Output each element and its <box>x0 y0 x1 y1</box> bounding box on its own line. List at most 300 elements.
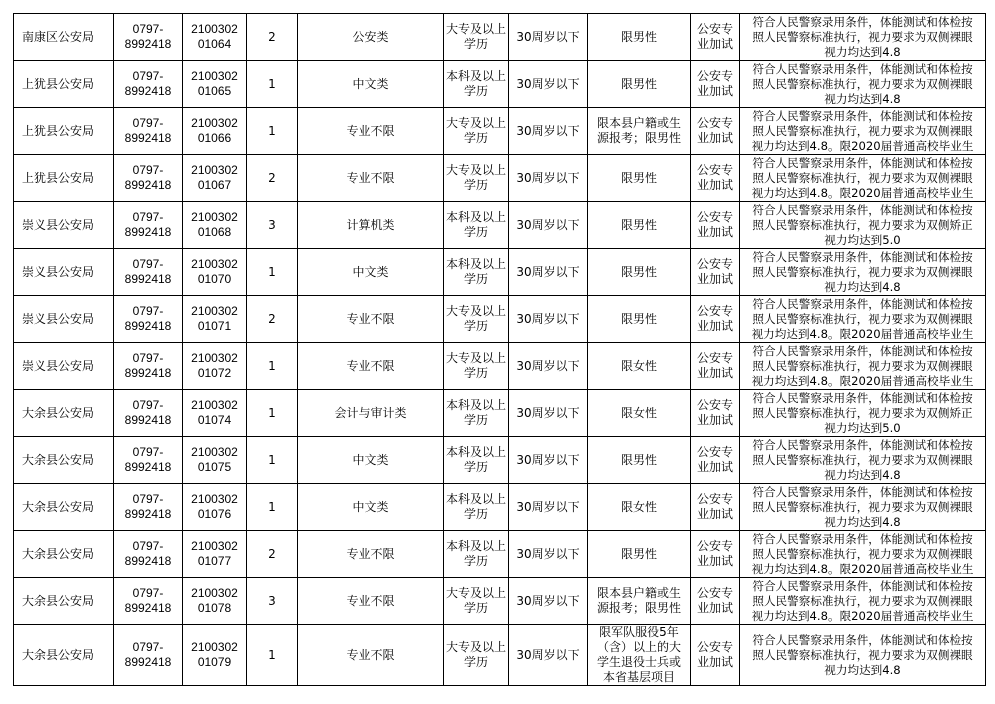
table-body <box>14 14 986 686</box>
extra-exam-cell <box>691 390 740 437</box>
position-code-cell <box>183 202 247 249</box>
phone-cell-text: 0797- <box>132 640 164 654</box>
notes-cell <box>740 296 986 343</box>
position-code-cell <box>183 625 247 686</box>
hire-count-cell <box>247 390 298 437</box>
other-conditions-cell-text: 学生退役士兵或 <box>596 655 681 669</box>
unit-cell-text: 崇义县公安局 <box>22 217 95 232</box>
notes-cell-text: 照人民警察标准执行，视力要求为双侧裸眼 <box>752 264 973 279</box>
extra-exam-cell-text: 业加试 <box>696 225 733 239</box>
education-cell-text: 本科及以上 <box>446 398 507 412</box>
notes-cell-text: 视力均达到4.8 <box>824 514 901 529</box>
extra-exam-cell-text: 业加试 <box>696 655 733 669</box>
unit-cell-text: 上犹县公安局 <box>22 76 95 91</box>
major-cell <box>298 108 444 155</box>
hire-count-cell-text: 1 <box>268 123 276 138</box>
major-cell-text: 专业不限 <box>346 123 395 138</box>
hire-count-cell <box>247 343 298 390</box>
position-code-cell-text: 2100302 <box>191 304 238 318</box>
hire-count-cell-text: 1 <box>268 358 276 373</box>
other-conditions-cell-text: 源报考；限男性 <box>596 131 681 145</box>
hire-count-cell <box>247 108 298 155</box>
other-conditions-cell-text: 限本县户籍或生 <box>596 116 681 130</box>
extra-exam-cell <box>691 108 740 155</box>
unit-cell <box>14 249 114 296</box>
position-code-cell-text: 2100302 <box>191 257 238 271</box>
notes-cell-text: 符合人民警察录用条件，体能测试和体检按 <box>752 390 973 405</box>
phone-cell-text: 0797- <box>132 351 164 365</box>
notes-cell-text: 照人民警察标准执行，视力要求为双侧裸眼 <box>752 170 973 185</box>
extra-exam-cell-text: 业加试 <box>696 554 733 568</box>
extra-exam-cell-text: 业加试 <box>696 319 733 333</box>
position-code-cell-text: 2100302 <box>191 116 238 130</box>
notes-cell <box>740 108 986 155</box>
phone-cell-text: 8992418 <box>124 225 172 239</box>
notes-cell-text: 照人民警察标准执行，视力要求为双侧矫正 <box>752 405 973 420</box>
other-conditions-cell-text: 限男性 <box>620 76 657 91</box>
age-cell <box>509 484 588 531</box>
major-cell-text: 中文类 <box>352 499 389 514</box>
hire-count-cell <box>247 296 298 343</box>
phone-cell-text: 0797- <box>132 304 164 318</box>
education-cell-text: 学历 <box>463 460 488 474</box>
unit-cell <box>14 61 114 108</box>
age-cell <box>509 437 588 484</box>
other-conditions-cell <box>588 531 691 578</box>
other-conditions-cell <box>588 390 691 437</box>
phone-cell-text: 8992418 <box>124 413 172 427</box>
extra-exam-cell <box>691 61 740 108</box>
education-cell-text: 大专及以上 <box>446 640 507 654</box>
unit-cell-text: 大余县公安局 <box>22 593 95 608</box>
table-row <box>14 343 986 390</box>
age-cell <box>509 61 588 108</box>
extra-exam-cell-text: 业加试 <box>696 272 733 286</box>
notes-cell-text: 符合人民警察录用条件，体能测试和体检按 <box>752 437 973 452</box>
education-cell-text: 大专及以上 <box>446 22 507 36</box>
phone-cell-text: 8992418 <box>124 366 172 380</box>
notes-cell-text: 照人民警察标准执行，视力要求为双侧裸眼 <box>752 546 973 561</box>
notes-cell-text: 视力均达到4.8。限2020届普通高校毕业生 <box>751 561 974 576</box>
unit-cell <box>14 625 114 686</box>
phone-cell <box>114 14 183 61</box>
notes-cell <box>740 343 986 390</box>
notes-cell-text: 照人民警察标准执行，视力要求为双侧裸眼 <box>752 593 973 608</box>
phone-cell <box>114 296 183 343</box>
phone-cell <box>114 249 183 296</box>
education-cell <box>444 249 509 296</box>
other-conditions-cell <box>588 202 691 249</box>
table-row <box>14 578 986 625</box>
notes-cell-text: 照人民警察标准执行，视力要求为双侧裸眼 <box>752 358 973 373</box>
position-code-cell-text: 2100302 <box>191 69 238 83</box>
phone-cell <box>114 155 183 202</box>
phone-cell-text: 8992418 <box>124 37 172 51</box>
notes-cell-text: 符合人民警察录用条件，体能测试和体检按 <box>752 249 973 264</box>
other-conditions-cell-text: 限男性 <box>620 311 657 326</box>
unit-cell-text: 大余县公安局 <box>22 499 95 514</box>
age-cell <box>509 249 588 296</box>
age-cell-text: 30周岁以下 <box>516 217 580 232</box>
phone-cell-text: 8992418 <box>124 554 172 568</box>
extra-exam-cell <box>691 296 740 343</box>
extra-exam-cell-text: 公安专 <box>696 22 733 36</box>
education-cell-text: 本科及以上 <box>446 539 507 553</box>
notes-cell-text: 照人民警察标准执行，视力要求为双侧裸眼 <box>752 499 973 514</box>
hire-count-cell-text: 2 <box>268 29 276 44</box>
major-cell <box>298 578 444 625</box>
position-code-cell <box>183 296 247 343</box>
other-conditions-cell <box>588 578 691 625</box>
unit-cell <box>14 531 114 578</box>
extra-exam-cell <box>691 155 740 202</box>
notes-cell-text: 视力均达到4.8。限2020届普通高校毕业生 <box>751 608 974 623</box>
extra-exam-cell-text: 公安专 <box>696 351 733 365</box>
major-cell-text: 专业不限 <box>346 593 395 608</box>
major-cell <box>298 437 444 484</box>
age-cell-text: 30周岁以下 <box>516 546 580 561</box>
hire-count-cell <box>247 202 298 249</box>
notes-cell-text: 符合人民警察录用条件，体能测试和体检按 <box>752 61 973 76</box>
major-cell-text: 中文类 <box>352 76 389 91</box>
education-cell <box>444 484 509 531</box>
age-cell <box>509 578 588 625</box>
position-code-cell-text: 01072 <box>197 366 232 380</box>
education-cell-text: 本科及以上 <box>446 257 507 271</box>
extra-exam-cell-text: 业加试 <box>696 601 733 615</box>
age-cell-text: 30周岁以下 <box>516 311 580 326</box>
extra-exam-cell-text: 业加试 <box>696 366 733 380</box>
table-row <box>14 625 986 686</box>
notes-cell-text: 照人民警察标准执行，视力要求为双侧裸眼 <box>752 647 973 662</box>
phone-cell <box>114 61 183 108</box>
major-cell <box>298 155 444 202</box>
extra-exam-cell <box>691 531 740 578</box>
position-code-cell <box>183 484 247 531</box>
position-code-cell-text: 2100302 <box>191 22 238 36</box>
education-cell <box>444 14 509 61</box>
extra-exam-cell-text: 业加试 <box>696 507 733 521</box>
other-conditions-cell <box>588 625 691 686</box>
notes-cell-text: 符合人民警察录用条件，体能测试和体检按 <box>752 632 973 647</box>
extra-exam-cell <box>691 249 740 296</box>
age-cell <box>509 625 588 686</box>
unit-cell-text: 上犹县公安局 <box>22 170 95 185</box>
major-cell-text: 专业不限 <box>346 546 395 561</box>
education-cell-text: 学历 <box>463 319 488 333</box>
other-conditions-cell-text: 本省基层项目 <box>602 670 675 684</box>
education-cell-text: 学历 <box>463 37 488 51</box>
phone-cell-text: 8992418 <box>124 84 172 98</box>
phone-cell-text: 8992418 <box>124 131 172 145</box>
major-cell-text: 计算机类 <box>346 217 395 232</box>
education-cell-text: 本科及以上 <box>446 492 507 506</box>
phone-cell <box>114 531 183 578</box>
hire-count-cell <box>247 61 298 108</box>
age-cell-text: 30周岁以下 <box>516 499 580 514</box>
age-cell <box>509 108 588 155</box>
hire-count-cell <box>247 14 298 61</box>
extra-exam-cell-text: 业加试 <box>696 131 733 145</box>
education-cell-text: 学历 <box>463 601 488 615</box>
major-cell-text: 会计与审计类 <box>334 405 407 420</box>
major-cell <box>298 343 444 390</box>
unit-cell-text: 南康区公安局 <box>22 29 95 44</box>
extra-exam-cell-text: 业加试 <box>696 37 733 51</box>
extra-exam-cell-text: 公安专 <box>696 210 733 224</box>
phone-cell-text: 0797- <box>132 492 164 506</box>
notes-cell-text: 照人民警察标准执行，视力要求为双侧裸眼 <box>752 29 973 44</box>
phone-cell-text: 0797- <box>132 22 164 36</box>
phone-cell-text: 8992418 <box>124 272 172 286</box>
position-code-cell-text: 2100302 <box>191 163 238 177</box>
major-cell <box>298 249 444 296</box>
other-conditions-cell <box>588 249 691 296</box>
education-cell <box>444 625 509 686</box>
extra-exam-cell-text: 公安专 <box>696 398 733 412</box>
phone-cell-text: 8992418 <box>124 460 172 474</box>
notes-cell-text: 符合人民警察录用条件，体能测试和体检按 <box>752 343 973 358</box>
phone-cell-text: 0797- <box>132 163 164 177</box>
table-row <box>14 484 986 531</box>
notes-cell-text: 符合人民警察录用条件，体能测试和体检按 <box>752 155 973 170</box>
hire-count-cell-text: 1 <box>268 452 276 467</box>
table-row <box>14 249 986 296</box>
table-row <box>14 202 986 249</box>
education-cell-text: 本科及以上 <box>446 210 507 224</box>
major-cell <box>298 14 444 61</box>
phone-cell <box>114 108 183 155</box>
age-cell-text: 30周岁以下 <box>516 452 580 467</box>
table-row <box>14 296 986 343</box>
position-code-cell-text: 2100302 <box>191 210 238 224</box>
position-code-cell <box>183 61 247 108</box>
extra-exam-cell <box>691 484 740 531</box>
other-conditions-cell <box>588 14 691 61</box>
notes-cell <box>740 14 986 61</box>
extra-exam-cell-text: 业加试 <box>696 84 733 98</box>
hire-count-cell-text: 3 <box>268 593 276 608</box>
notes-cell-text: 照人民警察标准执行，视力要求为双侧矫正 <box>752 217 973 232</box>
hire-count-cell <box>247 155 298 202</box>
education-cell-text: 学历 <box>463 178 488 192</box>
position-code-cell-text: 01077 <box>197 554 232 568</box>
other-conditions-cell <box>588 343 691 390</box>
position-code-cell <box>183 14 247 61</box>
position-code-cell-text: 01075 <box>197 460 232 474</box>
age-cell-text: 30周岁以下 <box>516 123 580 138</box>
phone-cell-text: 8992418 <box>124 319 172 333</box>
major-cell <box>298 484 444 531</box>
other-conditions-cell-text: 限女性 <box>620 499 657 514</box>
education-cell <box>444 155 509 202</box>
other-conditions-cell <box>588 484 691 531</box>
extra-exam-cell-text: 公安专 <box>696 116 733 130</box>
notes-cell <box>740 202 986 249</box>
table-row <box>14 108 986 155</box>
position-code-cell-text: 01070 <box>197 272 232 286</box>
extra-exam-cell <box>691 14 740 61</box>
other-conditions-cell <box>588 108 691 155</box>
notes-cell-text: 符合人民警察录用条件，体能测试和体检按 <box>752 578 973 593</box>
hire-count-cell-text: 2 <box>268 546 276 561</box>
table-row <box>14 61 986 108</box>
other-conditions-cell-text: 限男性 <box>620 217 657 232</box>
extra-exam-cell-text: 公安专 <box>696 257 733 271</box>
unit-cell <box>14 390 114 437</box>
notes-cell-text: 符合人民警察录用条件，体能测试和体检按 <box>752 108 973 123</box>
position-code-cell <box>183 531 247 578</box>
phone-cell-text: 8992418 <box>124 178 172 192</box>
position-code-cell <box>183 249 247 296</box>
age-cell <box>509 343 588 390</box>
phone-cell-text: 0797- <box>132 257 164 271</box>
hire-count-cell-text: 1 <box>268 647 276 662</box>
phone-cell <box>114 484 183 531</box>
age-cell-text: 30周岁以下 <box>516 405 580 420</box>
unit-cell-text: 大余县公安局 <box>22 452 95 467</box>
education-cell-text: 大专及以上 <box>446 163 507 177</box>
education-cell-text: 大专及以上 <box>446 586 507 600</box>
major-cell-text: 专业不限 <box>346 170 395 185</box>
hire-count-cell <box>247 531 298 578</box>
position-code-cell-text: 01071 <box>197 319 232 333</box>
unit-cell <box>14 14 114 61</box>
notes-cell-text: 视力均达到4.8。限2020届普通高校毕业生 <box>751 326 974 341</box>
education-cell <box>444 390 509 437</box>
position-code-cell <box>183 155 247 202</box>
unit-cell <box>14 343 114 390</box>
major-cell-text: 专业不限 <box>346 311 395 326</box>
other-conditions-cell <box>588 61 691 108</box>
position-code-cell-text: 01064 <box>197 37 232 51</box>
phone-cell-text: 8992418 <box>124 507 172 521</box>
notes-cell <box>740 625 986 686</box>
notes-cell-text: 符合人民警察录用条件，体能测试和体检按 <box>752 531 973 546</box>
position-code-cell-text: 2100302 <box>191 539 238 553</box>
age-cell-text: 30周岁以下 <box>516 647 580 662</box>
hire-count-cell-text: 1 <box>268 499 276 514</box>
education-cell-text: 学历 <box>463 655 488 669</box>
unit-cell-text: 崇义县公安局 <box>22 311 95 326</box>
table-row <box>14 531 986 578</box>
extra-exam-cell <box>691 202 740 249</box>
other-conditions-cell-text: 限男性 <box>620 452 657 467</box>
major-cell <box>298 625 444 686</box>
major-cell-text: 中文类 <box>352 452 389 467</box>
extra-exam-cell-text: 公安专 <box>696 445 733 459</box>
position-code-cell <box>183 108 247 155</box>
phone-cell-text: 0797- <box>132 586 164 600</box>
education-cell-text: 学历 <box>463 413 488 427</box>
position-code-cell-text: 01076 <box>197 507 232 521</box>
major-cell <box>298 61 444 108</box>
major-cell-text: 专业不限 <box>346 647 395 662</box>
major-cell <box>298 202 444 249</box>
position-code-cell <box>183 390 247 437</box>
notes-cell <box>740 531 986 578</box>
table-row <box>14 390 986 437</box>
position-code-cell <box>183 578 247 625</box>
position-code-cell-text: 2100302 <box>191 398 238 412</box>
education-cell-text: 学历 <box>463 272 488 286</box>
extra-exam-cell <box>691 625 740 686</box>
major-cell <box>298 296 444 343</box>
unit-cell <box>14 202 114 249</box>
position-code-cell-text: 01067 <box>197 178 232 192</box>
notes-cell <box>740 484 986 531</box>
unit-cell-text: 大余县公安局 <box>22 405 95 420</box>
notes-cell <box>740 390 986 437</box>
other-conditions-cell-text: 限女性 <box>620 358 657 373</box>
education-cell <box>444 531 509 578</box>
unit-cell <box>14 296 114 343</box>
hire-count-cell-text: 1 <box>268 264 276 279</box>
notes-cell <box>740 578 986 625</box>
notes-cell-text: 视力均达到5.0 <box>824 420 901 435</box>
table-row <box>14 437 986 484</box>
phone-cell-text: 0797- <box>132 210 164 224</box>
other-conditions-cell-text: 源报考；限男性 <box>596 601 681 615</box>
other-conditions-cell <box>588 296 691 343</box>
extra-exam-cell <box>691 343 740 390</box>
notes-cell-text: 符合人民警察录用条件，体能测试和体检按 <box>752 202 973 217</box>
age-cell-text: 30周岁以下 <box>516 593 580 608</box>
phone-cell-text: 0797- <box>132 69 164 83</box>
education-cell <box>444 296 509 343</box>
age-cell <box>509 531 588 578</box>
age-cell-text: 30周岁以下 <box>516 29 580 44</box>
notes-cell-text: 照人民警察标准执行，视力要求为双侧裸眼 <box>752 123 973 138</box>
education-cell-text: 学历 <box>463 366 488 380</box>
unit-cell-text: 崇义县公安局 <box>22 358 95 373</box>
age-cell <box>509 155 588 202</box>
phone-cell-text: 0797- <box>132 445 164 459</box>
extra-exam-cell-text: 公安专 <box>696 492 733 506</box>
extra-exam-cell <box>691 578 740 625</box>
extra-exam-cell-text: 业加试 <box>696 178 733 192</box>
education-cell-text: 大专及以上 <box>446 116 507 130</box>
notes-cell-text: 符合人民警察录用条件，体能测试和体检按 <box>752 296 973 311</box>
notes-cell <box>740 437 986 484</box>
other-conditions-cell-text: 限本县户籍或生 <box>596 586 681 600</box>
education-cell-text: 学历 <box>463 131 488 145</box>
extra-exam-cell <box>691 437 740 484</box>
notes-cell-text: 符合人民警察录用条件，体能测试和体检按 <box>752 484 973 499</box>
other-conditions-cell-text: 限军队服役5年 <box>599 625 679 639</box>
phone-cell <box>114 578 183 625</box>
unit-cell <box>14 578 114 625</box>
notes-cell-text: 照人民警察标准执行，视力要求为双侧裸眼 <box>752 76 973 91</box>
major-cell <box>298 531 444 578</box>
unit-cell-text: 上犹县公安局 <box>22 123 95 138</box>
phone-cell <box>114 343 183 390</box>
notes-cell-text: 视力均达到5.0 <box>824 232 901 247</box>
other-conditions-cell-text: 限男性 <box>620 170 657 185</box>
education-cell <box>444 578 509 625</box>
education-cell-text: 学历 <box>463 225 488 239</box>
phone-cell-text: 8992418 <box>124 655 172 669</box>
education-cell-text: 学历 <box>463 84 488 98</box>
extra-exam-cell-text: 公安专 <box>696 304 733 318</box>
table-row <box>14 155 986 202</box>
extra-exam-cell-text: 公安专 <box>696 539 733 553</box>
hire-count-cell <box>247 625 298 686</box>
hire-count-cell <box>247 249 298 296</box>
notes-cell-text: 视力均达到4.8 <box>824 662 901 677</box>
age-cell-text: 30周岁以下 <box>516 264 580 279</box>
education-cell-text: 学历 <box>463 507 488 521</box>
